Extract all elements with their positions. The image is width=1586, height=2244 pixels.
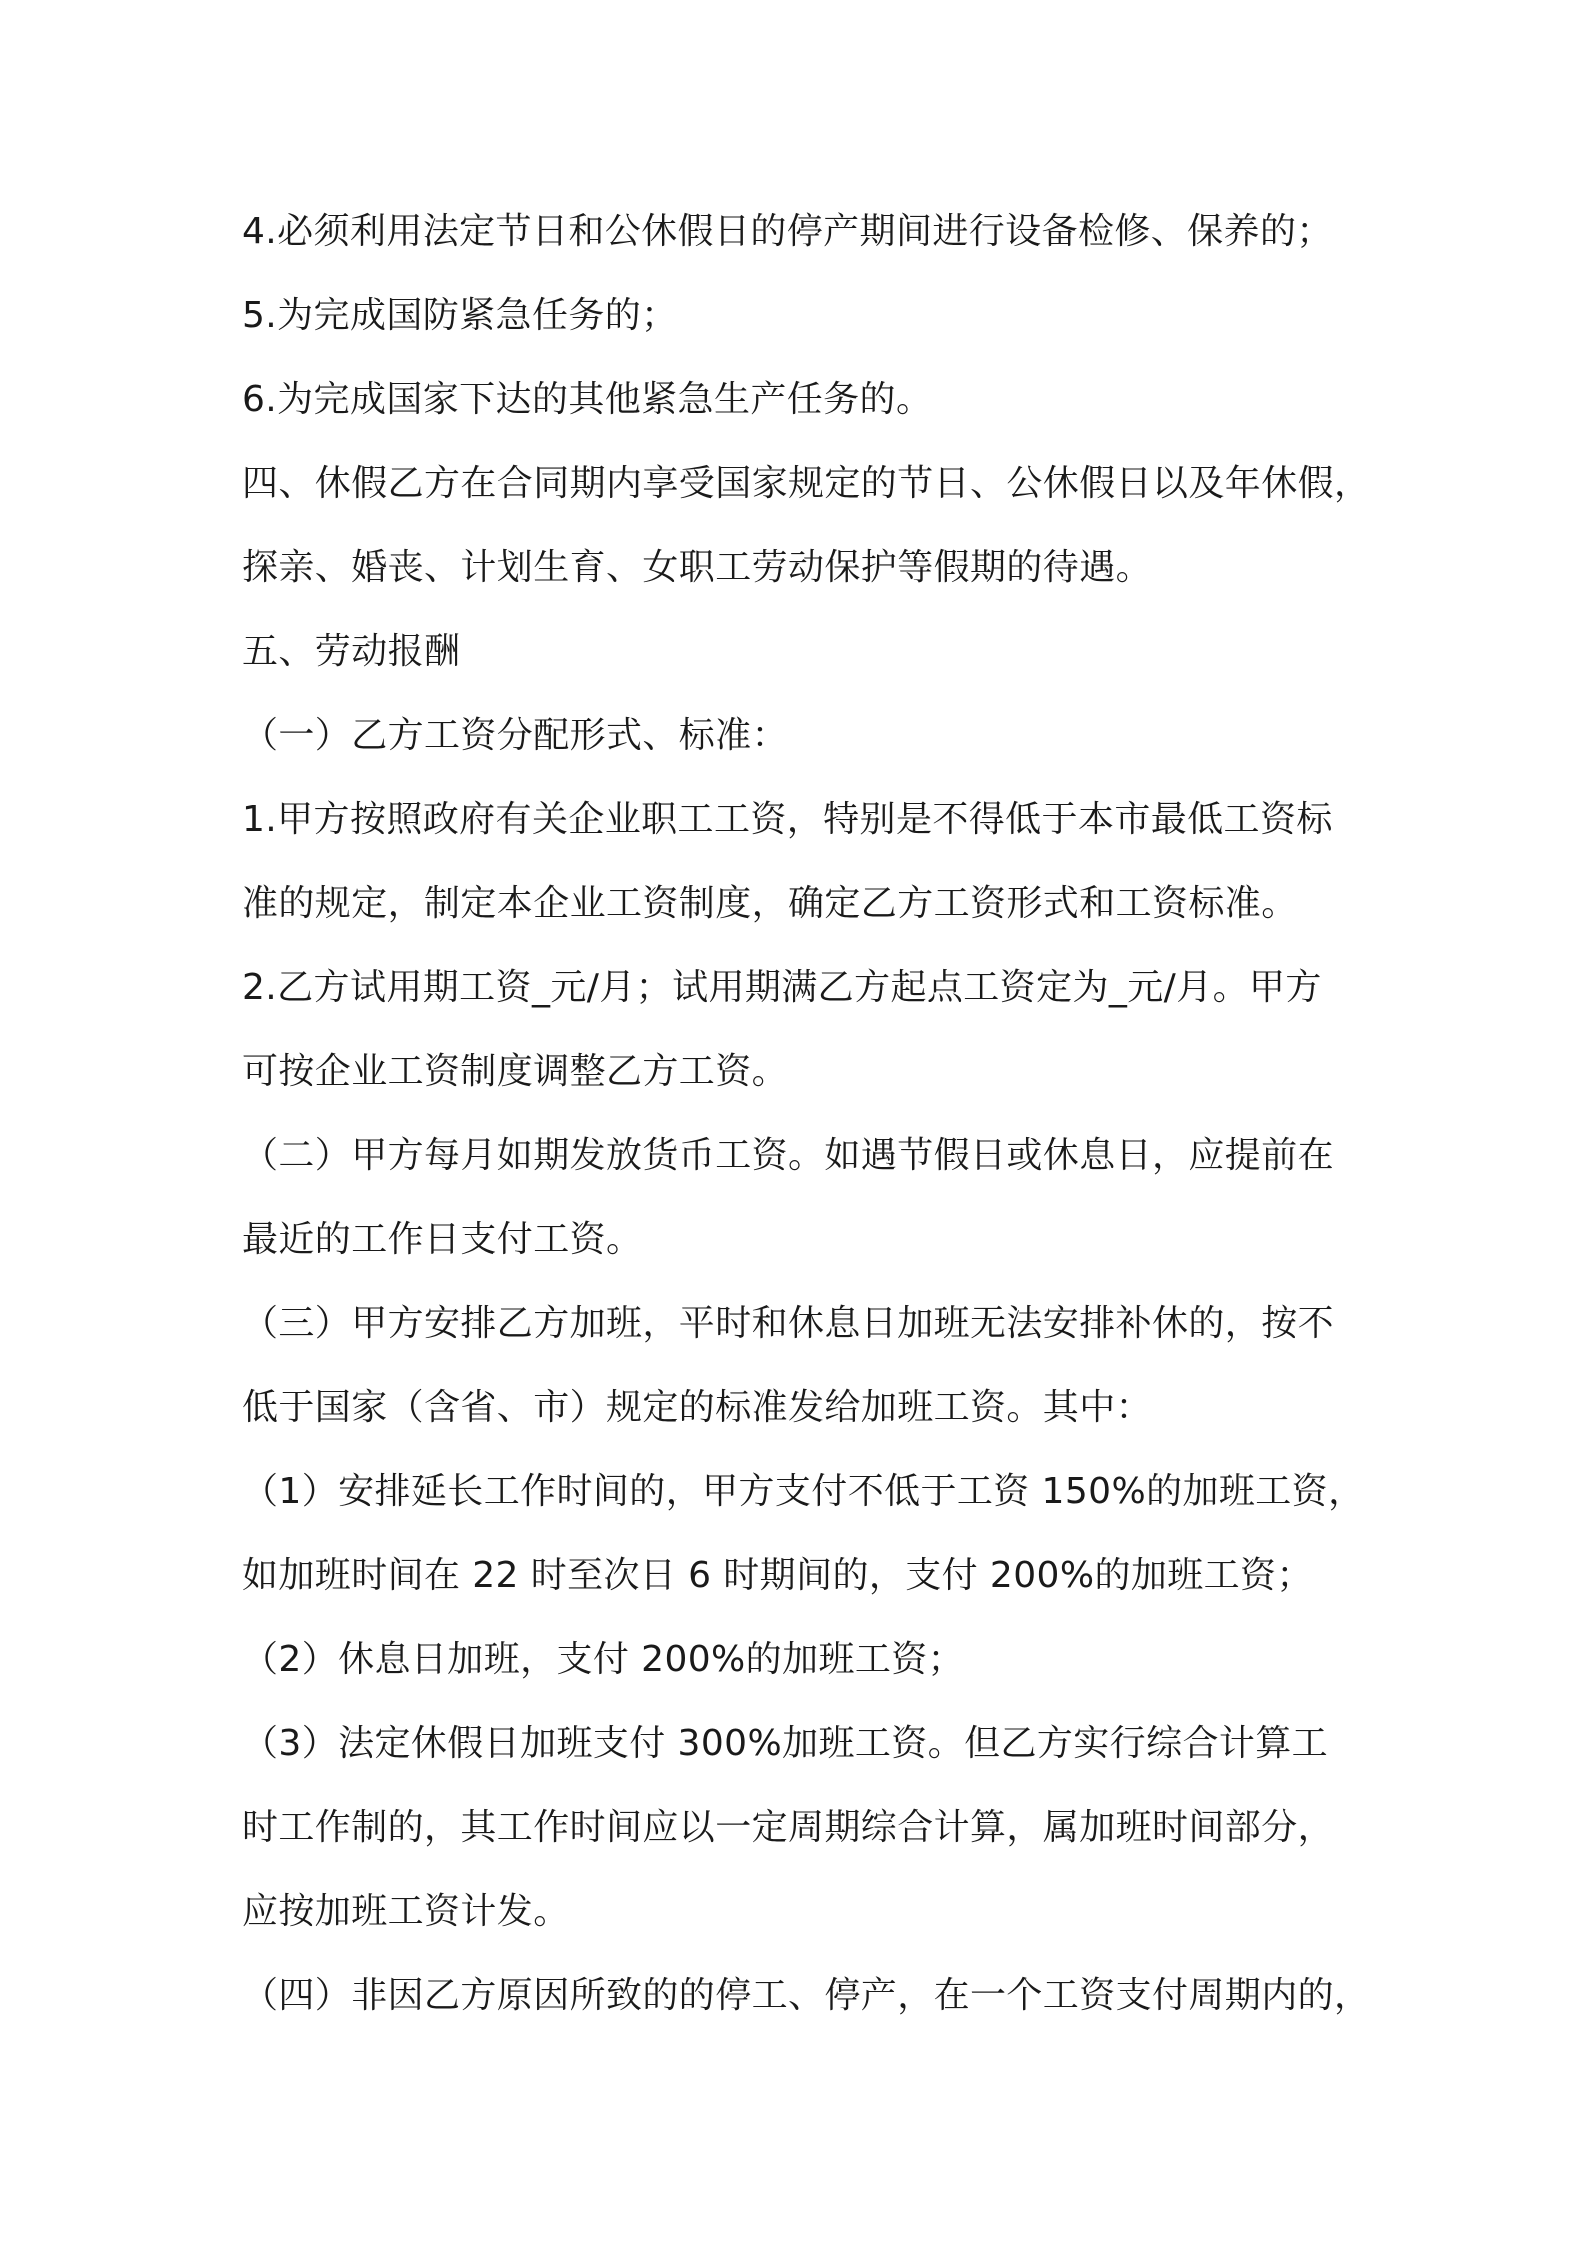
text-line: 应按加班工资计发。 (242, 1891, 570, 1932)
text-line: 2.乙方试用期工资_元/月；试用期满乙方起点工资定为_元/月。甲方 (242, 967, 1322, 1008)
text-line: （四）非因乙方原因所致的的停工、停产，在一个工资支付周期内的， (242, 1975, 1371, 2016)
text-line: （二）甲方每月如期发放货币工资。如遇节假日或休息日，应提前在 (242, 1135, 1335, 1176)
section-heading: 五、劳动报酬 (242, 631, 461, 672)
text-line: 时工作制的，其工作时间应以一定周期综合计算，属加班时间部分， (242, 1807, 1335, 1848)
text-line: 5.为完成国防紧急任务的； (242, 295, 678, 336)
text-line: 最近的工作日支付工资。 (242, 1219, 643, 1260)
text-line: 如加班时间在 22 时至次日 6 时期间的，支付 200%的加班工资； (242, 1555, 1313, 1596)
text-line: （三）甲方安排乙方加班，平时和休息日加班无法安排补休的，按不 (242, 1303, 1335, 1344)
text-line: 四、休假乙方在合同期内享受国家规定的节日、公休假日以及年休假， (242, 463, 1371, 504)
text-line: （一）乙方工资分配形式、标准： (242, 715, 789, 756)
text-line: （1）安排延长工作时间的，甲方支付不低于工资 150%的加班工资， (242, 1471, 1365, 1512)
text-line: （2）休息日加班，支付 200%的加班工资； (242, 1639, 965, 1680)
text-line: （3）法定休假日加班支付 300%加班工资。但乙方实行综合计算工 (242, 1723, 1329, 1764)
text-line: 可按企业工资制度调整乙方工资。 (242, 1051, 789, 1092)
text-line: 低于国家（含省、市）规定的标准发给加班工资。其中： (242, 1387, 1153, 1428)
text-line: 4.必须利用法定节日和公休假日的停产期间进行设备检修、保养的； (242, 211, 1333, 252)
text-line: 6.为完成国家下达的其他紧急生产任务的。 (242, 379, 933, 420)
text-line: 1.甲方按照政府有关企业职工工资，特别是不得低于本市最低工资标 (242, 799, 1333, 840)
text-line: 准的规定，制定本企业工资制度，确定乙方工资形式和工资标准。 (242, 883, 1298, 924)
text-line: 探亲、婚丧、计划生育、女职工劳动保护等假期的待遇。 (242, 547, 1153, 588)
